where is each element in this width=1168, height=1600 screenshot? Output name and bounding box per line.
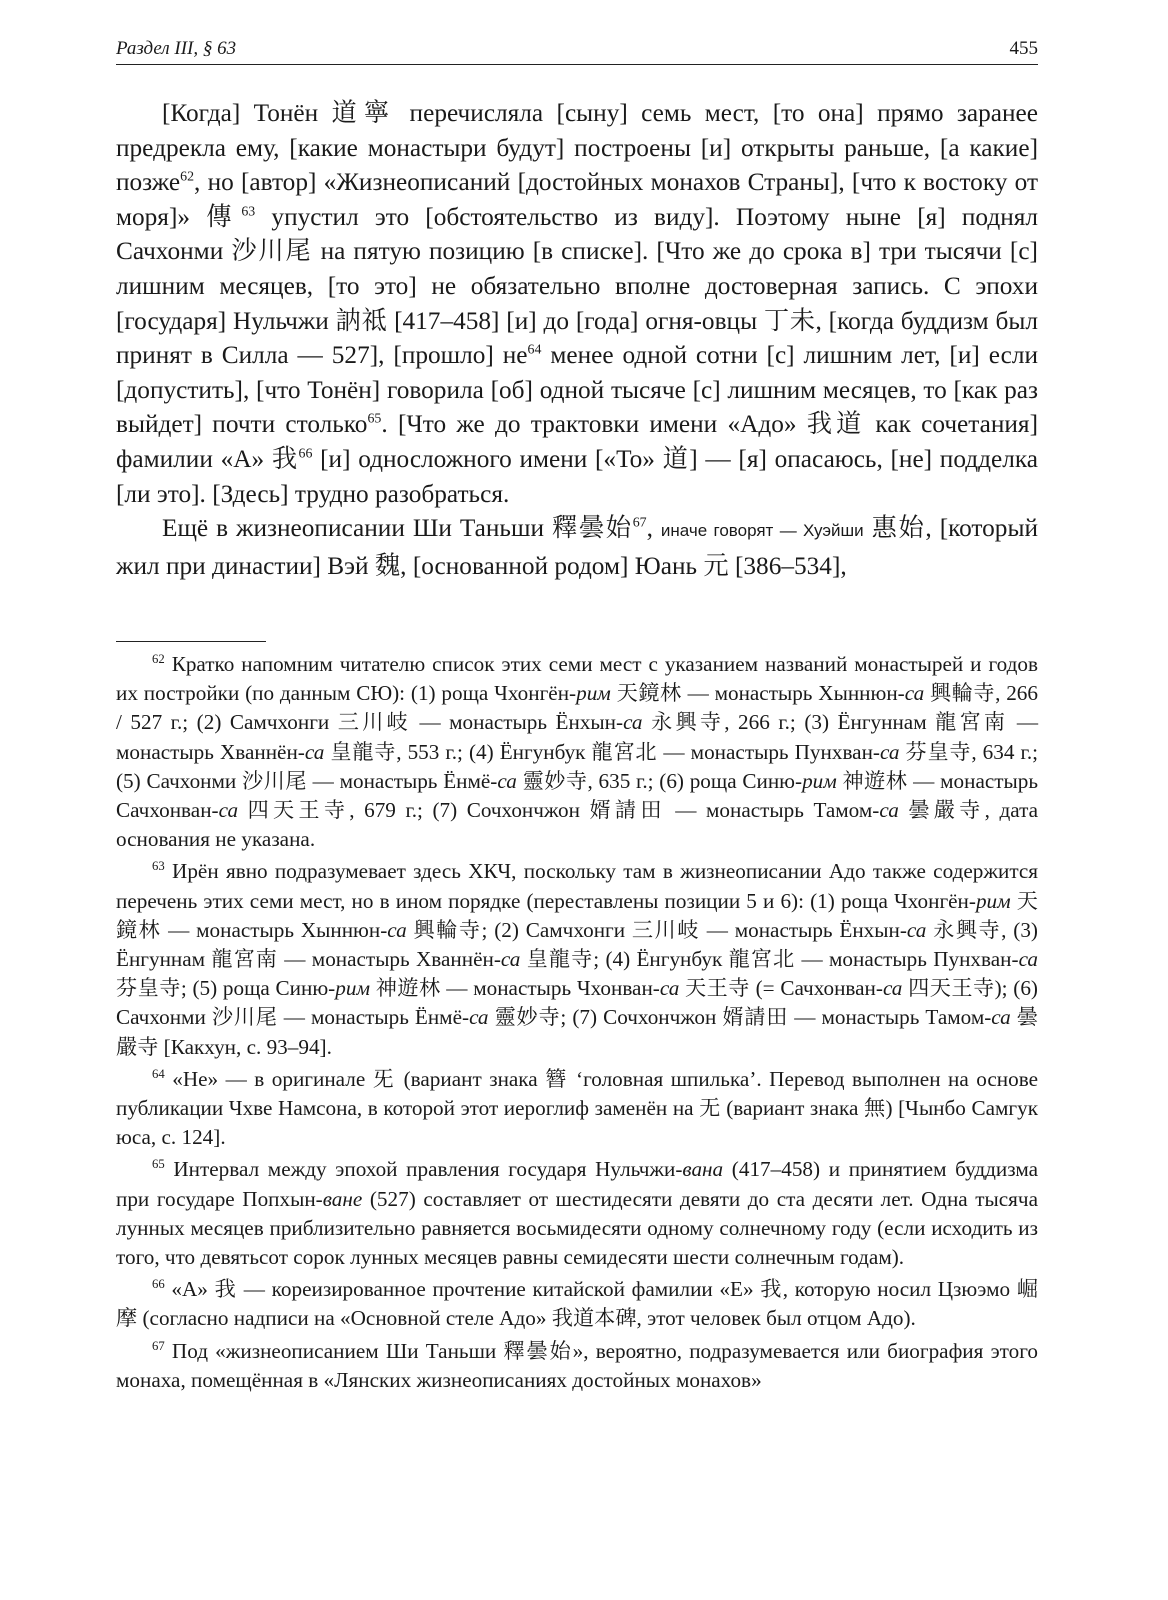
footnote-ref-67[interactable]: 67	[632, 515, 647, 531]
paragraph-1: [Когда] Тонён 道寧 перечисляла [сыну] семь мест, [то она] прямо заранее предрекла ему, [какие монастыри будут] построены [и] открыты раньше, [а какие] позже$^{62}$, но [автор] «Жизнеописаний [достойных монахов Страны], [что к востоку от моря]» 傳$^{63}$ упустил это [обстоятельство из виду]. Поэтому ныне [я] поднял Сачхонми 沙川尾 на пятую позицию [в списке]. [Что же до срока в] три тысячи [с] лишним месяцев, [то это] не обязательно вполне достоверная запись. С эпохи [государя] Нульчжи 訥祗 [417–458] [и] до [года] огня-овцы 丁未, [когда буддизм был принят в Силла — 527], [прошло] $не^{64}$ менее одной сотни [с] лишним лет, [и] если [допустить], [что Тонён] говорила [об] одной тысяче [с] лишним месяцев, то [как раз выйдет] почти столько$^{65}$. [Что же до трактовки имени «Адо» 我道 как сочетания] фамилии «А» 我$^{66}$ [и] односложного имени [«То» 道] — [я] опасаюсь, [не] подделка [ли это]. [Здесь] трудно разобраться.	[116, 99, 1038, 508]
footnote-63: $^{63}$ Ирён явно подразумевает здесь ХКЧ, поскольку там в жизнеописании Адо также содержится перечень этих семи мест, но в ином порядке (переставлены позиции 5 и 6): (1) роща Чхонгён-рим 天鏡林 — монастырь Хыннюн-са 興輪寺; (2) Самчхонги 三川岐 — монастырь Ёнхын-са 永興寺, (3) Ёнгуннам 龍宮南 — монастырь Хваннён-са 皇龍寺; (4) Ёнгунбук 龍宮北 — монастырь Пунхван-са 芬皇寺; (5) роща Синю-рим 神遊林 — монастырь Чхонван-са 天王寺 (= Сачхонван-са 四天王寺); (6) Сачхонми 沙川尾 — монастырь Ёнмё-са 靈妙寺; (7) Сочхончжон 婿請田 — монастырь Тамом-са 曇嚴寺 [Какхун, с. 93–94].	[116, 859, 1039, 1059]
footnote-number: 62	[152, 651, 165, 666]
footnote-62: $^{62}$ Кратко напомним читателю список этих семи мест с указанием названий монастырей и годов их постройки (по данным СЮ): (1) роща Чхонгён-рим 天鏡林 — монастырь Хыннюн-са 興輪寺, 266 / 527 г.; (2) Самчхонги 三川岐 — монастырь Ёнхын-са 永興寺, 266 г.; (3) Ёнгуннам 龍宮南 — монастырь Хваннён-са 皇龍寺, 553 г.; (4) Ёнгунбук 龍宮北 — монастырь Пунхван-са 芬皇寺, 634 г.; (5) Сачхонми 沙川尾 — монастырь Ёнмё-са 靈妙寺, 635 г.; (6) роща Синю-рим 神遊林 — монастырь Сачхонван-са 四天王寺, 679 г.; (7) Сочхончжон 婿請田 — монастырь Тамом-са 曇嚴寺, дата основания не указана.	[116, 651, 1039, 852]
footnotes	[116, 650, 1038, 1398]
main-text	[116, 96, 1038, 583]
footnote-ref-62[interactable]: 62	[180, 169, 195, 185]
footnote-number: 67	[152, 1338, 165, 1353]
inline-note: иначе говорят — Хуэйши	[660, 521, 864, 541]
footnote-separator	[116, 641, 266, 642]
footnote-number: 64	[152, 1066, 165, 1081]
footnote-64: $^{64}$ «Не» — в оригинале 旡 (вариант знака 簪 ‘головная шпилька’. Перевод выполнен на основе публикации Чхве Намсона, в которой этот иероглиф заменён на 无 (вариант знака 無) [Чынбо Самгук юса, с. 124].	[116, 1066, 1038, 1150]
footnote-number: 63	[152, 859, 165, 874]
footnote-number: 65	[152, 1157, 165, 1172]
paragraph-2: Ещё в жизнеописании Ши Таньши 釋曇始$^{67}$, иначе говорят — Хуэйши 惠始, [который жил при династии] Вэй 魏, [основанной родом] Юань 元 [386–534],	[116, 514, 1038, 580]
page-number: 455	[1009, 38, 1038, 59]
footnote-number: 66	[152, 1277, 165, 1292]
footnote-ref-64[interactable]: 64	[527, 342, 542, 358]
footnote-ref-66[interactable]: 66	[298, 446, 313, 462]
footnote-ref-63[interactable]: 63	[241, 204, 256, 220]
footnote-ref-65[interactable]: 65	[367, 411, 382, 427]
footnote-65: $^{65}$ Интервал между эпохой правления государя Нульчжи-вана (417–458) и принятием буддизма при государе Попхын-ване (527) составляет от шестидесяти девяти до ста десяти лет. Одна тысяча лунных месяцев приблизительно равняется восьмидесяти одному солнечному году (если исходить из того, что девятьсот сорок лунных месяцев равны семидесяти шести солнечным годам).	[116, 1157, 1038, 1270]
footnote-67: $^{67}$ Под «жизнеописанием Ши Таньши 釋曇始», вероятно, подразумевается или биография этого монаха, помещённая в «Лянских жизнеописаниях достойных монахов»	[116, 1338, 1039, 1392]
section-title: Раздел III, § 63	[116, 38, 237, 59]
footnote-66: $^{66}$ «А» 我 — кореизированное прочтение китайской фамилии «Е» 我, которую носил Цзюэмо 崛摩 (согласно надписи на «Основной стеле Адо» 我道本碑, этот человек был отцом Адо).	[116, 1277, 1039, 1331]
running-header	[116, 30, 1038, 65]
